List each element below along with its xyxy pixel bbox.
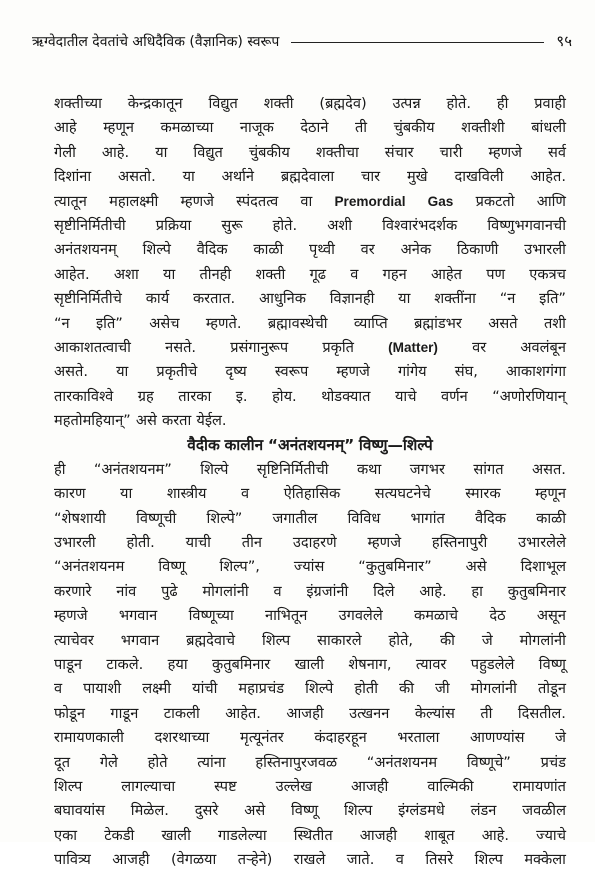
text-line: दिशांना असतो. या अर्थाने ब्रह्मदेवाला चार मुखे दाखविली आहेत.: [54, 168, 566, 186]
text-line: “अनंतशयनम विष्णू शिल्प”, ज्यांस “कुतुबमिनार” असे दिशाभूल: [54, 558, 566, 576]
text-line: सृष्टीनिर्मितीची प्रक्रिया सुरू होते. अशी विश्वारंभदर्शक विष्णुभगवानची: [54, 216, 566, 234]
text-line: कारण या शास्त्रीय व ऐतिहासिक सत्यघटनेचे स्मारक म्हणून: [54, 485, 566, 503]
header-rule: [291, 42, 544, 43]
text-line: शक्तीच्या केन्द्रकातून विद्युत शक्ती (ब्रह्मदेव) उत्पन्न होते. ही प्रवाही: [54, 95, 566, 112]
text-line: पावित्र्य आजही (वेगळया तऱ्हेने) राखले जाते. व तिसरे शिल्प मक्केला: [54, 851, 566, 869]
body-text: [54, 92, 566, 873]
text-line: त्याचेवर भगवान ब्रह्मदेवाचे शिल्प साकारले होते, की जे मोगलांनी: [54, 631, 566, 649]
text-line: बघावयांस मिळेल. दुसरे असे विष्णू शिल्प इंग्लंडमधे लंडन जवळील: [54, 802, 566, 820]
text-line: एका टेकडी खाली गाडलेल्या स्थितीत आजही शाबूत आहे. ज्याचे: [54, 826, 566, 844]
text-line: शिल्प लागल्याचा स्पष्ट उल्लेख आजही वाल्मिकी रामायणांत: [54, 777, 566, 795]
text-line: म्हणजे भगवान विष्णूच्या नाभितून उगवलेले कमळाचे देठ असून: [54, 607, 566, 625]
text-line: उभारली होती. याची तीन उदाहरणे म्हणजे हस्तिनापुरी उभारलेले: [54, 534, 566, 552]
text-line: गेली आहे. या विद्युत चुंबकीय शक्तीचा संचार चारी म्हणजे सर्व: [54, 143, 566, 161]
text-line: ही “अनंतशयनम” शिल्पे सृष्टिनिर्मितीची कथा जगभर सांगत असत.: [54, 460, 566, 478]
text-line: “न इति” असेच म्हणते. ब्रह्मावस्थेची व्याप्ति ब्रह्मांडभर असते तशी: [54, 314, 566, 332]
text-line: आहेत. अशा या तीनही शक्ती गूढ व गहन आहेत पण एकत्रच: [54, 265, 566, 283]
text-line: अनंतशयनम् शिल्पे वैदिक काळी पृथ्वी वर अनेक ठिकाणी उभारली: [54, 241, 566, 259]
running-header: [32, 30, 572, 52]
text-line: महतोमहियान्” असे करता येईल.: [54, 412, 227, 430]
text-line: व पायाशी लक्ष्मी यांची महाप्रचंड शिल्पे होती की जी मोगलांनी तोडून: [54, 680, 566, 698]
text-line: फोडून गाडून टाकली आहेत. आजही उत्खनन केल्यांस ती दिसतील.: [54, 704, 566, 722]
text-line: रामायणकाली दशरथाच्या मृत्यूनंतर कंदाहरहून भरताला आणण्यांस जे: [54, 729, 566, 747]
text-line: “शेषशायी विष्णूची शिल्पे” जगातील विविध भागांत वैदिक काळी: [54, 509, 566, 527]
text-line: असते. या प्रकृतीचे दृष्य स्वरूप म्हणजे गांगेय संघ, आकाशगंगा: [54, 363, 566, 381]
text-line: करणारे नांव पुढे मोगलांनी व इंग्रजांनी दिले आहे. हा कुतुबमिनार: [54, 582, 566, 600]
text-line: सृष्टीनिर्मितीचे कार्य करतात. आधुनिक विज्ञानही या शक्तींना “न इति”: [54, 290, 566, 308]
running-title: ऋग्वेदातील देवतांचे अधिदैविक (वैज्ञानिक) स्वरूप: [32, 33, 280, 50]
text-line: आकाशतत्वाची नसते. प्रसंगानुरूप प्रकृति (Matter) वर अवलंबून: [54, 338, 566, 356]
page-number: ९५: [556, 32, 572, 50]
text-line: आहे म्हणून कमळाच्या नाजूक देठाने ती चुंबकीय शक्तीशी बांधली: [54, 119, 566, 137]
text-line: त्यातून महालक्ष्मी म्हणजे स्पंदतत्व वा Premordial Gas प्रकटतो आणि: [54, 192, 566, 210]
text-line: दूत गेले होते त्यांना हस्तिनापुरजवळ “अनंतशयनम विष्णूचे” प्रचंड: [54, 753, 566, 771]
section-heading: वैदीक कालीन “अनंतशयनम्” विष्णु—शिल्पे: [187, 436, 433, 455]
text-line: तारकाविश्वे ग्रह तारका इ. होय. थोडक्यात याचे वर्णन “अणोरणियान्: [54, 387, 566, 405]
text-line: पाडून टाकले. हया कुतुबमिनार खाली शेषनाग, त्यावर पहुडलेले विष्णू: [54, 655, 566, 673]
